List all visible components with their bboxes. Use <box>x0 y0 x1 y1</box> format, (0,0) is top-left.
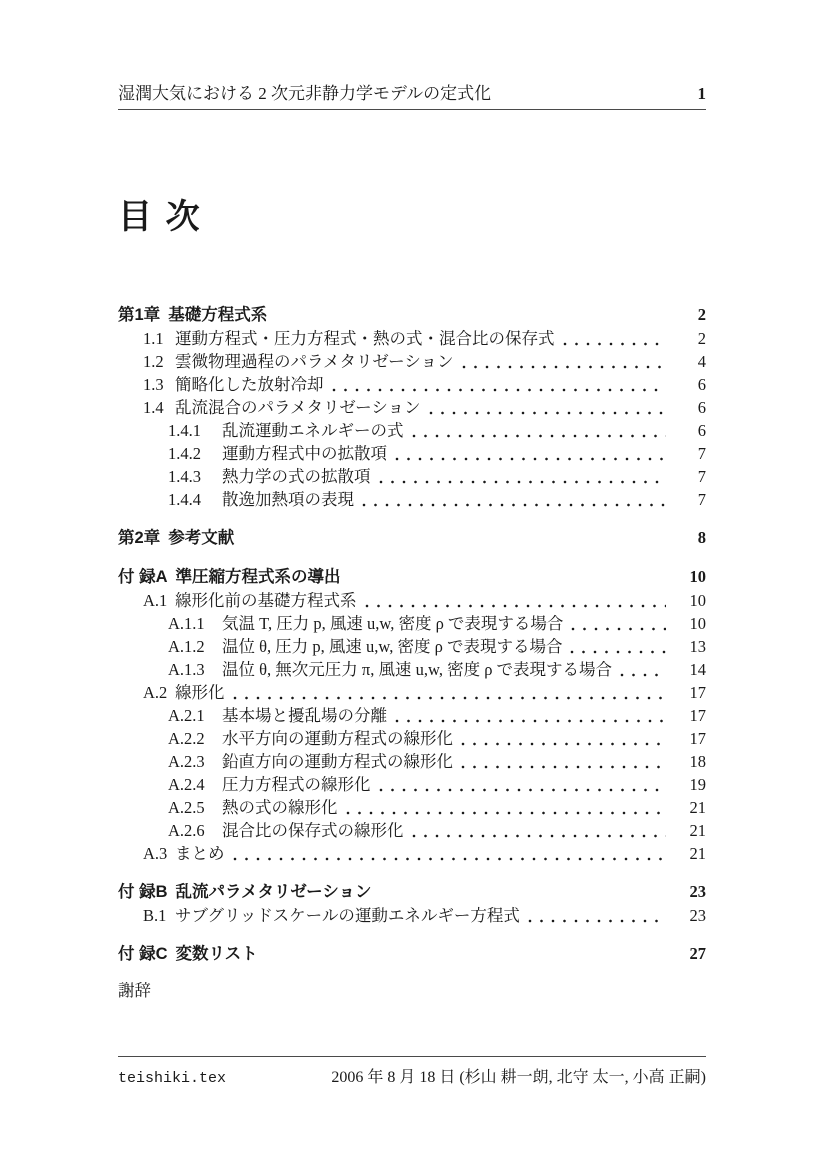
toc-entry-number: 付 録A <box>118 568 168 586</box>
toc-entry-number: 1.4.3 <box>168 467 201 486</box>
toc-entry-page: 7 <box>697 490 706 509</box>
toc-entry-page: 7 <box>697 467 706 486</box>
toc-leader <box>266 958 666 962</box>
footer-date-authors: 2006 年 8 月 18 日 (杉山 耕一朗, 北守 太一, 小高 正嗣) <box>331 1069 706 1086</box>
toc-entry-title: 熱の式の線形化 <box>222 798 338 817</box>
toc-entry-title: サブグリッドスケールの運動エネルギー方程式 <box>175 906 520 925</box>
page-title: 目 次 <box>118 198 202 236</box>
toc-entry[interactable] <box>118 488 706 511</box>
toc-leader <box>349 581 667 585</box>
toc-entry[interactable] <box>118 350 706 373</box>
toc-entry-page: 13 <box>689 637 706 656</box>
toc-leader <box>242 542 666 546</box>
toc-entry[interactable] <box>118 796 706 819</box>
header-page-number: 1 <box>697 84 706 103</box>
toc-entry-title: 雲微物理過程のパラメタリゼーション <box>175 352 454 371</box>
table-of-contents <box>118 303 706 966</box>
toc-entry[interactable] <box>118 773 706 796</box>
toc-entry-page: 17 <box>689 729 706 748</box>
page-footer <box>118 1056 706 1087</box>
toc-leader-dots <box>332 388 667 392</box>
toc-entry-number: A.1.1 <box>168 614 205 633</box>
toc-entry-number: A.1.2 <box>168 637 205 656</box>
toc-entry-page: 21 <box>689 798 706 817</box>
toc-entry-page: 19 <box>689 775 706 794</box>
toc-leader-dots <box>412 834 667 838</box>
toc-entry-page: 23 <box>689 882 706 901</box>
toc-entry-title: 水平方向の運動方程式の線形化 <box>222 729 453 748</box>
toc-entry-page: 6 <box>697 421 706 440</box>
toc-entry[interactable] <box>118 904 706 927</box>
toc-entry-title: 線形化 <box>175 683 225 702</box>
toc-entry-page: 7 <box>697 444 706 463</box>
toc-leader-dots <box>461 742 666 746</box>
toc-entry[interactable] <box>118 842 706 865</box>
toc-entry-page: 27 <box>689 944 706 963</box>
toc-entry-title: 鉛直方向の運動方程式の線形化 <box>222 752 453 771</box>
toc-entry-title: 乱流混合のパラメタリゼーション <box>175 398 421 417</box>
toc-entry-number: 第1章 <box>118 306 161 324</box>
toc-entry[interactable] <box>118 565 706 589</box>
toc-leader-dots <box>462 365 666 369</box>
toc-entry-number: 付 録C <box>118 945 168 963</box>
toc-leader-dots <box>379 480 667 484</box>
toc-entry[interactable] <box>118 880 706 904</box>
toc-entry-title: 基礎方程式系 <box>168 306 268 324</box>
toc-entry-title: 変数リスト <box>175 945 258 963</box>
page-header <box>118 84 706 110</box>
toc-entry-page: 18 <box>689 752 706 771</box>
toc-entry-title: 運動方程式・圧力方程式・熱の式・混合比の保存式 <box>175 329 555 348</box>
toc-entry-title: 温位 θ, 無次元圧力 π, 風速 u,w, 密度 ρ で表現する場合 <box>222 660 613 679</box>
toc-entry-title: 運動方程式中の拡散項 <box>222 444 387 463</box>
toc-entry-number: 1.4.4 <box>168 490 201 509</box>
toc-entry-number: A.1 <box>143 591 168 610</box>
toc-entry-number: 第2章 <box>118 529 161 547</box>
toc-leader-dots <box>570 650 666 654</box>
toc-entry-number: 1.2 <box>143 352 164 371</box>
toc-entry-page: 2 <box>697 305 706 324</box>
toc-entry-page: 17 <box>689 683 706 702</box>
toc-entry-page: 6 <box>697 398 706 417</box>
toc-entry-title: 散逸加熱項の表現 <box>222 490 354 509</box>
toc-entry-title: 参考文献 <box>168 529 235 547</box>
toc-leader-dots <box>233 857 667 861</box>
toc-entry-page: 10 <box>689 614 706 633</box>
toc-entry-title: 温位 θ, 圧力 p, 風速 u,w, 密度 ρ で表現する場合 <box>222 637 563 656</box>
toc-entry[interactable] <box>118 465 706 488</box>
toc-leader-dots <box>571 627 666 631</box>
toc-entry-page: 4 <box>697 352 706 371</box>
toc-entry-number: 1.3 <box>143 375 164 394</box>
toc-leader-dots <box>379 788 667 792</box>
toc-leader-dots <box>412 434 667 438</box>
toc-entry[interactable] <box>118 327 706 350</box>
toc-entry[interactable] <box>118 635 706 658</box>
toc-entry-number: A.2.1 <box>168 706 205 725</box>
toc-entry-page: 23 <box>689 906 706 925</box>
toc-entry[interactable] <box>118 942 706 966</box>
toc-entry-title: 線形化前の基礎方程式系 <box>175 591 357 610</box>
toc-entry-title: 気温 T, 圧力 p, 風速 u,w, 密度 ρ で表現する場合 <box>222 614 564 633</box>
toc-entry-number: A.2 <box>143 683 168 702</box>
toc-entry-page: 6 <box>697 375 706 394</box>
toc-entry-number: A.1.3 <box>168 660 205 679</box>
toc-entry-number: A.2.5 <box>168 798 205 817</box>
toc-entry-title: 基本場と擾乱場の分離 <box>222 706 387 725</box>
toc-entry[interactable] <box>118 589 706 612</box>
toc-entry-title: 混合比の保存式の線形化 <box>222 821 404 840</box>
toc-entry-number: B.1 <box>143 906 167 925</box>
toc-entry-number: 1.1 <box>143 329 164 348</box>
toc-entry[interactable] <box>118 526 706 550</box>
toc-entry-title: 圧力方程式の線形化 <box>222 775 371 794</box>
toc-leader <box>380 896 666 900</box>
toc-entry[interactable] <box>118 373 706 396</box>
toc-leader-dots <box>528 919 666 923</box>
toc-leader-dots <box>620 673 666 677</box>
toc-leader-dots <box>362 503 666 507</box>
toc-entry[interactable] <box>118 442 706 465</box>
toc-entry[interactable] <box>118 750 706 773</box>
toc-entry-page: 14 <box>689 660 706 679</box>
toc-entry-page: 21 <box>689 821 706 840</box>
toc-entry-number: 付 録B <box>118 883 168 901</box>
toc-leader-dots <box>563 342 667 346</box>
toc-entry[interactable] <box>118 396 706 419</box>
toc-entry-title: 熱力学の式の拡散項 <box>222 467 371 486</box>
toc-entry-number: 1.4.2 <box>168 444 201 463</box>
toc-leader-dots <box>233 696 667 700</box>
footer-filename: teishiki.tex <box>118 1070 227 1087</box>
toc-entry-page: 10 <box>689 591 706 610</box>
header-title: 湿潤大気における 2 次元非静力学モデルの定式化 <box>118 84 492 103</box>
toc-entry-number: 1.4.1 <box>168 421 201 440</box>
toc-leader-dots <box>395 457 666 461</box>
toc-leader-dots <box>395 719 666 723</box>
toc-leader-dots <box>346 811 667 815</box>
toc-entry-number: A.3 <box>143 844 168 863</box>
toc-entry[interactable] <box>118 612 706 635</box>
toc-entry[interactable] <box>118 303 706 327</box>
toc-entry-title: 準圧縮方程式系の導出 <box>175 568 341 586</box>
toc-entry-title: まとめ <box>175 844 225 863</box>
toc-entry-title: 簡略化した放射冷却 <box>175 375 324 394</box>
toc-leader-dots <box>429 411 666 415</box>
toc-leader-dots <box>461 765 666 769</box>
toc-entry-number: A.2.4 <box>168 775 205 794</box>
toc-entry[interactable] <box>118 681 706 704</box>
toc-entry-page: 8 <box>697 528 706 547</box>
toc-entry-number: A.2.3 <box>168 752 205 771</box>
acknowledgments-label: 謝辞 <box>118 981 151 1000</box>
toc-entry-number: A.2.2 <box>168 729 205 748</box>
toc-entry[interactable] <box>118 419 706 442</box>
toc-leader-dots <box>365 604 667 608</box>
toc-leader <box>275 319 666 323</box>
toc-entry-page: 10 <box>689 567 706 586</box>
toc-entry-number: 1.4 <box>143 398 164 417</box>
toc-entry-page: 2 <box>697 329 706 348</box>
toc-entry[interactable] <box>118 727 706 750</box>
toc-entry[interactable] <box>118 819 706 842</box>
toc-entry-title: 乱流運動エネルギーの式 <box>222 421 404 440</box>
toc-entry-number: A.2.6 <box>168 821 205 840</box>
toc-entry-title: 乱流パラメタリゼーション <box>175 883 372 901</box>
toc-entry[interactable] <box>118 658 706 681</box>
toc-entry-page: 17 <box>689 706 706 725</box>
toc-entry-page: 21 <box>689 844 706 863</box>
toc-entry[interactable] <box>118 704 706 727</box>
